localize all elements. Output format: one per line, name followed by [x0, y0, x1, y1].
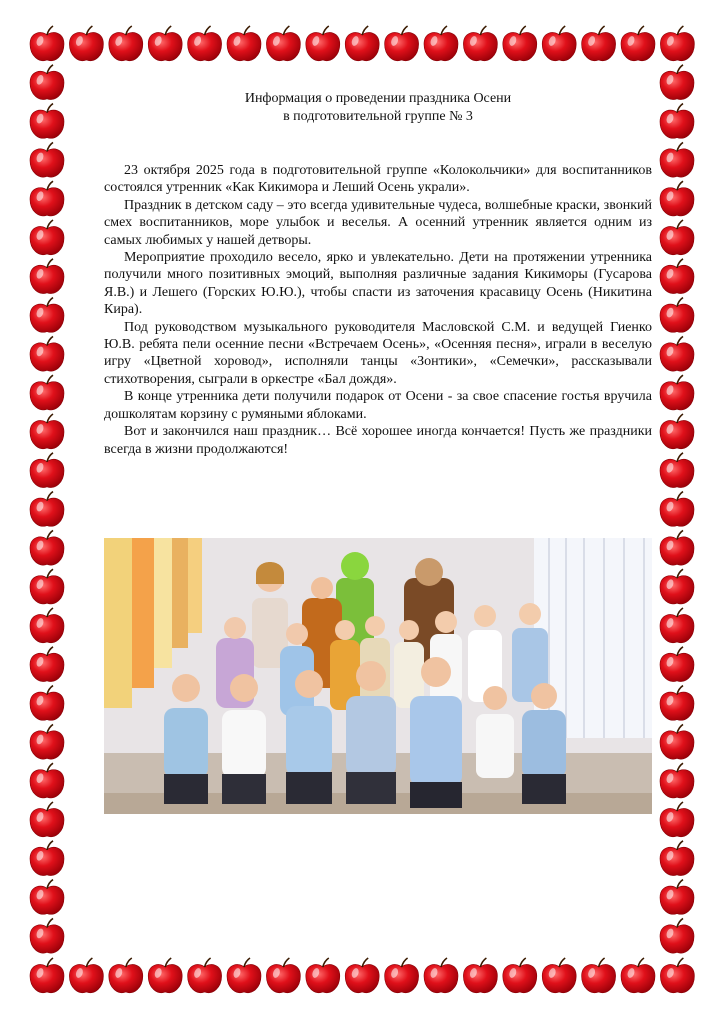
red-apple-icon	[30, 259, 64, 294]
red-apple-icon	[30, 724, 64, 759]
red-apple-icon	[30, 298, 64, 333]
red-apple-icon	[660, 259, 694, 294]
paragraph-1: 23 октября 2025 года в подготовительной группе «Колокольчики» для воспитанников состоялся утренник «Как Кикимора и Леший Осень украли».	[104, 163, 652, 196]
red-apple-icon	[660, 958, 694, 993]
red-apple-icon	[30, 181, 64, 216]
red-apple-icon	[660, 530, 694, 565]
red-apple-icon	[621, 26, 655, 61]
red-apple-icon	[30, 220, 64, 255]
red-apple-icon	[227, 958, 261, 993]
red-apple-icon	[660, 608, 694, 643]
red-apple-icon	[542, 26, 576, 61]
red-apple-icon	[660, 918, 694, 953]
red-apple-icon	[660, 880, 694, 915]
red-apple-icon	[69, 26, 103, 61]
paragraph-5: В конце утренника дети получили подарок от Осени - за свое спасение гостья вручила дошколятам корзину с румяными яблоками.	[104, 389, 652, 422]
red-apple-icon	[582, 26, 616, 61]
red-apple-icon	[306, 958, 340, 993]
red-apple-icon	[660, 65, 694, 100]
red-apple-icon	[660, 220, 694, 255]
red-apple-icon	[660, 686, 694, 721]
article-text	[104, 162, 652, 458]
red-apple-icon	[109, 26, 143, 61]
red-apple-icon	[660, 724, 694, 759]
red-apple-icon	[660, 142, 694, 177]
red-apple-icon	[660, 375, 694, 410]
red-apple-icon	[30, 918, 64, 953]
red-apple-icon	[30, 608, 64, 643]
red-apple-icon	[266, 26, 300, 61]
red-apple-icon	[30, 26, 64, 61]
red-apple-icon	[30, 65, 64, 100]
red-apple-icon	[109, 958, 143, 993]
group-photo	[104, 538, 652, 814]
red-apple-icon	[424, 26, 458, 61]
red-apple-icon	[582, 958, 616, 993]
red-apple-icon	[30, 686, 64, 721]
red-apple-icon	[30, 142, 64, 177]
red-apple-icon	[69, 958, 103, 993]
red-apple-icon	[30, 647, 64, 682]
red-apple-icon	[660, 453, 694, 488]
title-line-2: в подготовительной группе № 3	[283, 109, 473, 124]
red-apple-icon	[463, 958, 497, 993]
red-apple-icon	[148, 26, 182, 61]
paragraph-4: Под руководством музыкального руководителя Масловской С.М. и ведущей Гиенко Ю.В. ребята пели осенние песни «Встречаем Осень», «Осенняя песня», играли в веселую игру «Цветной хоровод», исполняли танцы «Зонтики», «Семечки», рассказывали стихотворения, сыграли в оркестре «Бал дождя».	[104, 319, 652, 387]
red-apple-icon	[30, 802, 64, 837]
red-apple-icon	[660, 181, 694, 216]
red-apple-icon	[345, 26, 379, 61]
document-body	[104, 90, 652, 458]
red-apple-icon	[660, 414, 694, 449]
red-apple-icon	[660, 841, 694, 876]
red-apple-icon	[345, 958, 379, 993]
red-apple-icon	[30, 880, 64, 915]
red-apple-icon	[660, 647, 694, 682]
red-apple-icon	[30, 530, 64, 565]
red-apple-icon	[30, 492, 64, 527]
red-apple-icon	[306, 26, 340, 61]
page-title	[104, 90, 652, 126]
red-apple-icon	[660, 26, 694, 61]
red-apple-icon	[660, 763, 694, 798]
red-apple-icon	[30, 958, 64, 993]
red-apple-icon	[660, 492, 694, 527]
paragraph-2: Праздник в детском саду – это всегда удивительные чудеса, волшебные краски, звонкий смех воспитанников, море улыбок и веселья. А осенний утренник является одним из самых любимых у нашей детворы.	[104, 197, 652, 248]
red-apple-icon	[660, 569, 694, 604]
red-apple-icon	[266, 958, 300, 993]
red-apple-icon	[424, 958, 458, 993]
red-apple-icon	[30, 453, 64, 488]
red-apple-icon	[660, 104, 694, 139]
red-apple-icon	[30, 336, 64, 371]
red-apple-icon	[463, 26, 497, 61]
red-apple-icon	[30, 414, 64, 449]
red-apple-icon	[30, 104, 64, 139]
red-apple-icon	[188, 958, 222, 993]
red-apple-icon	[621, 958, 655, 993]
red-apple-icon	[227, 26, 261, 61]
red-apple-icon	[30, 375, 64, 410]
red-apple-icon	[542, 958, 576, 993]
red-apple-icon	[660, 298, 694, 333]
paragraph-6: Вот и закончился наш праздник… Всё хорошее иногда кончается! Пусть же праздники всегда в жизни продолжаются!	[104, 424, 652, 457]
red-apple-icon	[188, 26, 222, 61]
red-apple-icon	[30, 841, 64, 876]
red-apple-icon	[503, 958, 537, 993]
title-line-1: Информация о проведении праздника Осени	[244, 91, 512, 106]
red-apple-icon	[385, 26, 419, 61]
paragraph-3: Мероприятие проходило весело, ярко и увлекательно. Дети на протяжении утренника получили много позитивных эмоций, выполняя различные задания Кикиморы (Гусарова Я.В.) и Лешего (Горских Ю.Ю.), чтобы спасти из заточения красавицу Осень (Никитина Кира).	[104, 250, 652, 318]
red-apple-icon	[660, 802, 694, 837]
red-apple-icon	[660, 336, 694, 371]
red-apple-icon	[30, 569, 64, 604]
red-apple-icon	[30, 763, 64, 798]
red-apple-icon	[385, 958, 419, 993]
red-apple-icon	[148, 958, 182, 993]
red-apple-icon	[503, 26, 537, 61]
